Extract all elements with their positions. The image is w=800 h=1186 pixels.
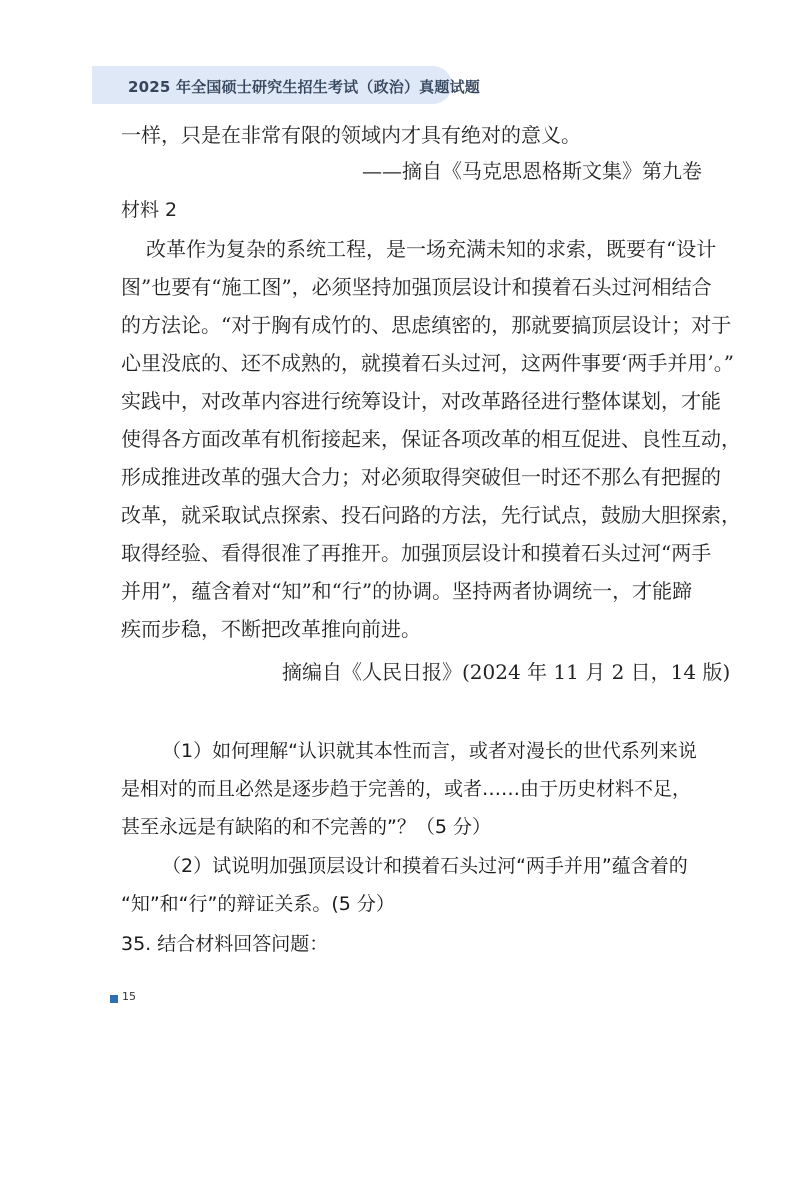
material2-line: 疾而步稳，不断把改革推向前进。 [121, 617, 421, 641]
question-2-line: “知”和“行”的辩证关系。(5 分） [121, 893, 395, 915]
material2-heading: 材料 2 [121, 199, 178, 221]
page-number: 15 [122, 990, 136, 1003]
material2-line: 并用”，蕴含着对“知”和“行”的协调。坚持两者协调统一，才能蹄 [121, 579, 693, 603]
question-1-line: 甚至永远是有缺陷的和不完善的”？（5 分） [121, 816, 491, 838]
question-1-line: （1）如何理解“认识就其本性而言，或者对漫长的世代系列来说 [162, 740, 697, 762]
material2-line: 图”也要有“施工图”，必须坚持加强顶层设计和摸着石头过河相结合 [121, 275, 712, 299]
material2-line: 取得经验、看得很准了再推开。加强顶层设计和摸着石头过河“两手 [121, 541, 712, 565]
document-title: 2025 年全国硕士研究生招生考试（政治）真题试题 [128, 78, 480, 96]
question-35-heading: 35. 结合材料回答问题： [121, 933, 329, 955]
material1-last-line: 一样，只是在非常有限的领域内才具有绝对的意义。 [121, 123, 581, 147]
material1-source: ——摘自《马克思恩格斯文集》第九卷 [362, 159, 702, 183]
material2-line: 的方法论。“对于胸有成竹的、思虑缜密的，那就要搞顶层设计；对于 [121, 313, 732, 337]
material2-line: 实践中，对改革内容进行统筹设计，对改革路径进行整体谋划，才能 [121, 389, 721, 413]
material2-line: 心里没底的、还不成熟的，就摸着石头过河，这两件事要‘两手并用’。” [121, 351, 734, 375]
question-2-line: （2）试说明加强顶层设计和摸着石头过河“两手并用”蕴含着的 [162, 855, 688, 877]
material2-source: 摘编自《人民日报》(2024 年 11 月 2 日，14 版) [282, 660, 731, 684]
material2-line: 改革，就采取试点探索、投石问路的方法，先行试点，鼓励大胆探索， [121, 503, 741, 527]
page-marker-square [110, 995, 118, 1003]
material2-line: 改革作为复杂的系统工程，是一场充满未知的求索，既要有“设计 [146, 237, 717, 261]
material2-line: 形成推进改革的强大合力；对必须取得突破但一时还不那么有把握的 [121, 465, 721, 489]
question-1-line: 是相对的而且必然是逐步趋于完善的，或者……由于历史材料不足， [121, 778, 692, 800]
material2-line: 使得各方面改革有机衔接起来，保证各项改革的相互促进、良性互动， [121, 427, 741, 451]
